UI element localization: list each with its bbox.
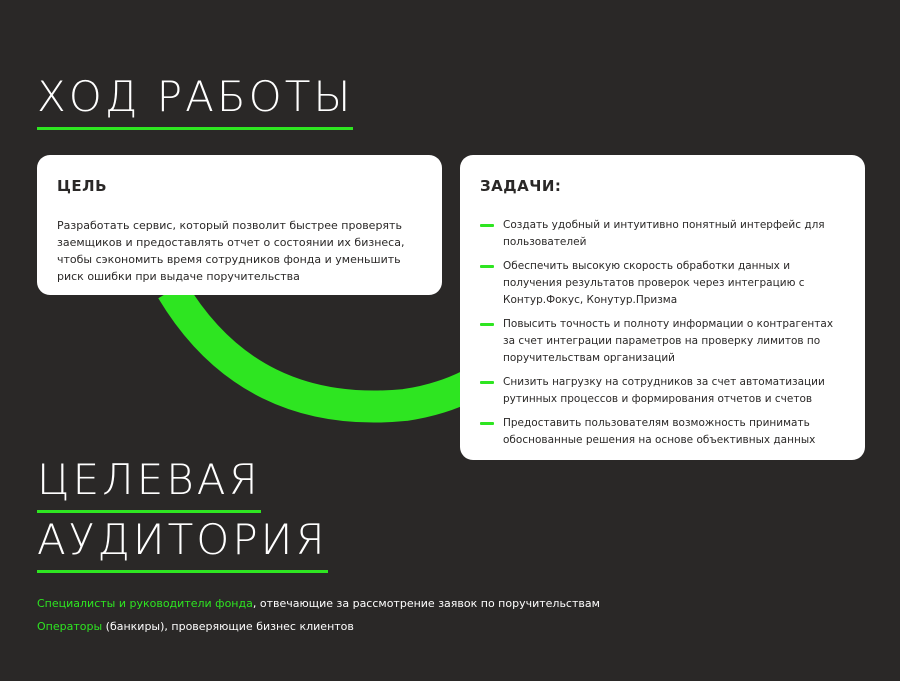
audience-highlight: Специалисты и руководители фонда bbox=[37, 597, 253, 610]
task-text: Обеспечить высокую скорость обработки данных и получения результатов проверок через интеграцию с Контур.Фокус, Конутур.Призма bbox=[503, 260, 805, 306]
goal-card bbox=[37, 155, 442, 295]
dash-icon bbox=[480, 323, 494, 326]
section-title-work: ХОД РАБОТЫ bbox=[37, 76, 353, 130]
task-text: Предоставить пользователям возможность принимать обоснованные решения на основе объективных данных bbox=[503, 417, 816, 446]
audience-rest: (банкиры), проверяющие бизнес клиентов bbox=[102, 620, 354, 633]
tasks-card bbox=[460, 155, 865, 460]
dash-icon bbox=[480, 422, 494, 425]
tasks-title: ЗАДАЧИ: bbox=[480, 177, 562, 195]
dash-icon bbox=[480, 265, 494, 268]
task-text: Снизить нагрузку на сотрудников за счет автоматизации рутинных процессов и формирования отчетов и счетов bbox=[503, 376, 825, 405]
dash-icon bbox=[480, 224, 494, 227]
task-item bbox=[480, 316, 845, 367]
dash-icon bbox=[480, 381, 494, 384]
task-text: Повысить точность и полноту информации о контрагентах за счет интеграции параметров на проверку лимитов по поручительствам организаций bbox=[503, 318, 834, 364]
audience-line bbox=[37, 615, 600, 638]
task-item bbox=[480, 415, 845, 449]
section-title-audience-line2: АУДИТОРИЯ bbox=[37, 519, 328, 573]
audience-highlight: Операторы bbox=[37, 620, 103, 633]
task-item bbox=[480, 374, 845, 408]
goal-title: ЦЕЛЬ bbox=[57, 177, 108, 195]
audience-list bbox=[37, 592, 600, 638]
task-item bbox=[480, 217, 845, 251]
tasks-list bbox=[480, 217, 845, 449]
section-title-audience-line1: ЦЕЛЕВАЯ bbox=[37, 459, 261, 513]
audience-line bbox=[37, 592, 600, 615]
goal-text: Разработать сервис, который позволит быстрее проверять заемщиков и предоставлять отчет о состоянии их бизнеса, чтобы сэкономить время сотрудников фонда и уменьшить риск ошибки при выдаче поручительства bbox=[57, 219, 405, 283]
task-text: Создать удобный и интуитивно понятный интерфейс для пользователей bbox=[503, 219, 825, 248]
task-item bbox=[480, 258, 845, 309]
audience-rest: , отвечающие за рассмотрение заявок по поручительствам bbox=[252, 597, 600, 610]
